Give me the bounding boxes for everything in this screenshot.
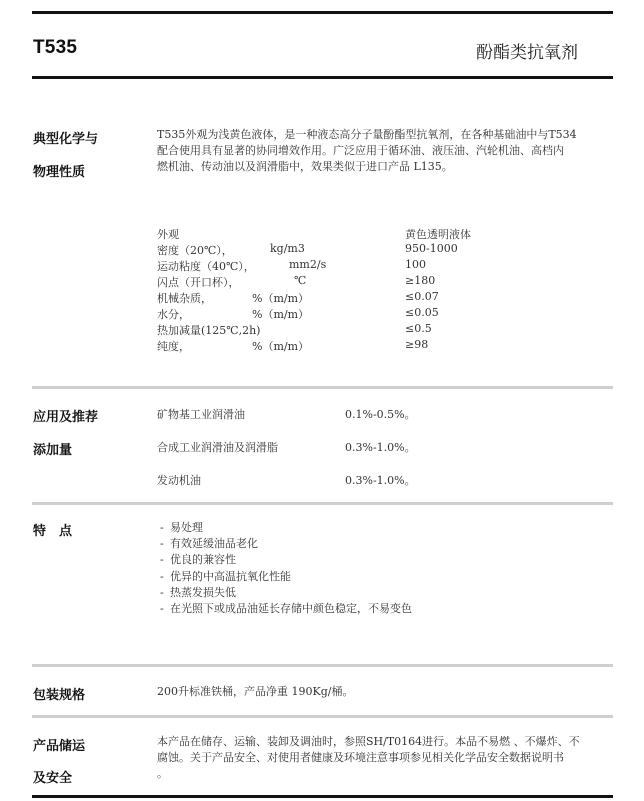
dosage-value: 0.1%-0.5%。	[345, 408, 416, 421]
property-value: 950-1000	[405, 242, 458, 255]
property-value: ≥180	[405, 274, 436, 287]
top-heavy-rule	[32, 11, 613, 14]
feature-text: 优异的中高温抗氧化性能	[170, 569, 291, 583]
storage-label-line1: 产品储运	[33, 739, 86, 754]
table-row	[157, 338, 477, 354]
properties-label-line1: 典型化学与	[33, 132, 99, 147]
application-row	[157, 406, 487, 422]
property-name: 水分，	[157, 308, 190, 321]
dosage-value: 0.3%-1.0%。	[345, 441, 416, 454]
description-line: 配合使用具有显著的协同增效作用。广泛应用于循环油、液压油、汽轮机油、高档内	[157, 144, 564, 157]
storage-line: 。	[157, 767, 168, 780]
application-label-line2: 添加量	[33, 443, 73, 458]
table-row	[157, 258, 477, 274]
property-name: 纯度，	[157, 340, 190, 353]
property-value: 100	[405, 258, 426, 271]
application-row	[157, 472, 487, 488]
section-divider	[32, 664, 613, 667]
list-item	[160, 520, 412, 536]
table-row	[157, 226, 477, 242]
property-value: ≤0.5	[405, 322, 432, 335]
property-unit: kg/m3	[270, 242, 305, 255]
storage-label-line2: 及安全	[33, 771, 73, 786]
feature-text: 有效延缓油品老化	[170, 537, 258, 551]
product-code: T535	[33, 37, 78, 58]
bullet-dash-icon: -	[160, 602, 164, 616]
storage-line: 腐蚀。关于产品安全、对使用者健康及环境注意事项参见相关化学品安全数据说明书	[157, 751, 564, 764]
feature-text: 在光照下或成品油延长存储中颜色稳定，不易变色	[170, 602, 412, 616]
storage-text	[157, 734, 617, 782]
property-name: 热加减量(125℃,2h)	[157, 324, 261, 337]
property-unit: ℃	[294, 274, 307, 287]
application-name: 矿物基工业润滑油	[157, 408, 245, 421]
description-line: 燃机油、传动油以及润滑脂中，效果类似于进口产品 L135。	[157, 160, 453, 173]
application-name: 合成工业润滑油及润滑脂	[157, 441, 278, 454]
table-row	[157, 242, 477, 258]
feature-text: 优良的兼容性	[170, 553, 236, 567]
property-unit: %（m/m）	[252, 340, 310, 353]
properties-label-line2: 物理性质	[33, 165, 86, 180]
property-value: ≥98	[405, 338, 429, 351]
bullet-dash-icon: -	[160, 521, 164, 534]
bullet-dash-icon: -	[160, 537, 164, 551]
table-row	[157, 274, 477, 290]
section-divider	[32, 715, 613, 718]
header-bottom-rule	[32, 76, 613, 79]
property-name: 机械杂质，	[157, 292, 212, 305]
section-divider	[32, 386, 613, 389]
application-label-line1: 应用及推荐	[33, 410, 99, 425]
bottom-heavy-rule	[32, 795, 613, 798]
property-name: 外观	[157, 228, 179, 241]
features-label: 特 点	[33, 524, 73, 539]
bullet-dash-icon: -	[160, 585, 164, 599]
list-item	[160, 601, 412, 617]
table-row	[157, 290, 477, 306]
list-item	[160, 536, 412, 552]
storage-line: 本产品在储存、运输、装卸及调油时，参照SH/T0164进行。本品不易燃 、不爆炸、不	[157, 735, 580, 748]
property-name: 密度（20℃），	[157, 244, 233, 257]
list-item	[160, 585, 412, 601]
property-value: ≤0.07	[405, 290, 439, 303]
bullet-dash-icon: -	[160, 569, 164, 583]
table-row	[157, 322, 477, 338]
table-row	[157, 306, 477, 322]
property-unit: %（m/m）	[252, 308, 310, 321]
property-value: ≤0.05	[405, 306, 439, 319]
product-title: 酚酯类抗氧剂	[476, 43, 578, 63]
property-unit: mm2/s	[289, 258, 327, 271]
property-unit: %（m/m）	[252, 292, 310, 305]
section-divider	[32, 502, 613, 505]
packaging-text: 200升标准铁桶，产品净重 190Kg/桶。	[157, 685, 354, 698]
properties-description	[157, 127, 617, 175]
application-row	[157, 439, 487, 455]
description-line: T535外观为浅黄色液体，是一种液态高分子量酚酯型抗氧剂，在各种基础油中与T534	[157, 128, 577, 141]
feature-text: 易处理	[170, 521, 203, 534]
property-name: 闪点（开口杯），	[157, 276, 240, 289]
application-name: 发动机油	[157, 474, 201, 487]
dosage-value: 0.3%-1.0%。	[345, 474, 416, 487]
bullet-dash-icon: -	[160, 553, 164, 567]
features-list	[160, 520, 412, 617]
packaging-label: 包装规格	[33, 688, 86, 703]
list-item	[160, 552, 412, 568]
property-value: 黄色透明液体	[405, 228, 471, 241]
property-name: 运动粘度（40℃），	[157, 260, 255, 273]
list-item	[160, 569, 412, 585]
feature-text: 热蒸发损失低	[170, 585, 236, 599]
